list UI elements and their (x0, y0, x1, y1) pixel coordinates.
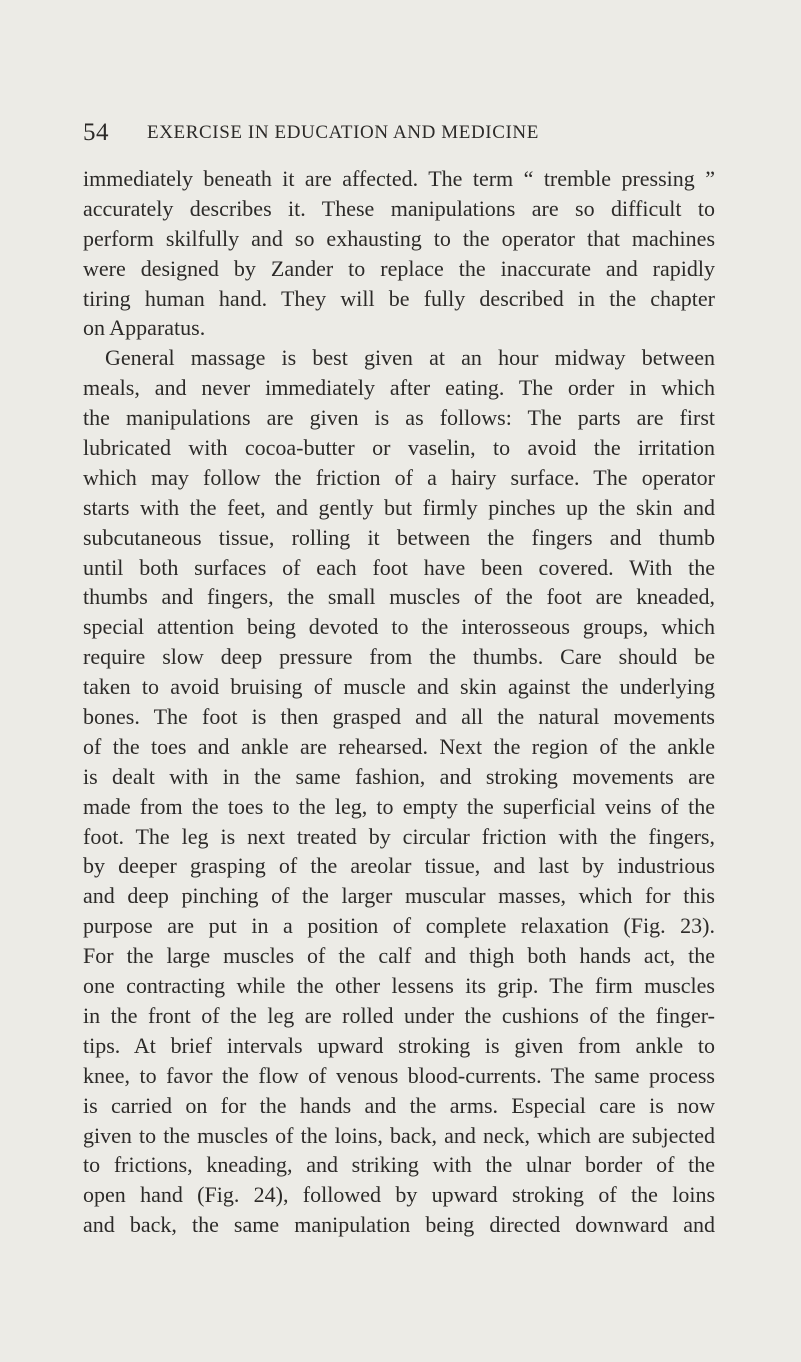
text-line: starts with the feet, and gently but firmly pinches up the skin and (83, 494, 715, 520)
text-line: thumbs and fingers, the small muscles of the foot are kneaded, (83, 584, 715, 610)
text-line: were designed by Zander to replace the inaccurate and rapidly (83, 255, 715, 281)
text-line: subcutaneous tissue, rolling it between the fingers and thumb (83, 524, 715, 550)
page-number: 54 (83, 119, 109, 146)
text-line: is dealt with in the same fashion, and stroking movements are (83, 763, 715, 789)
text-line: purpose are put in a position of complete relaxation (Fig. 23). (83, 913, 715, 939)
paragraph-1 (83, 164, 715, 343)
text-line: by deeper grasping of the areolar tissue, and last by industrious (83, 853, 715, 879)
text-line: which may follow the friction of a hairy surface. The operator (83, 464, 715, 490)
text-line: require slow deep pressure from the thumbs. Care should be (83, 644, 715, 670)
text-line: knee, to favor the flow of venous blood-currents. The same process (83, 1062, 715, 1088)
text-line: one contracting while the other lessens its grip. The firm muscles (83, 973, 715, 999)
text-line: taken to avoid bruising of muscle and skin against the underlying (83, 674, 715, 700)
text-line: lubricated with cocoa-butter or vaselin, to avoid the irritation (83, 435, 715, 461)
text-line: bones. The foot is then grasped and all the natural movements (83, 704, 715, 730)
running-title: EXERCISE IN EDUCATION AND MEDICINE (147, 122, 539, 143)
text-line: accurately describes it. These manipulations are so difficult to (83, 195, 715, 221)
running-head (0, 116, 801, 150)
text-line: tips. At brief intervals upward stroking is given from ankle to (83, 1032, 715, 1058)
text-line: tiring human hand. They will be fully described in the chapter (83, 285, 715, 311)
text-line: the manipulations are given is as follows: The parts are first (83, 405, 715, 431)
text-line: made from the toes to the leg, to empty the superficial veins of the (83, 793, 715, 819)
text-line: given to the muscles of the loins, back, and neck, which are subjected (83, 1122, 715, 1148)
text-line: of the toes and ankle are rehearsed. Next the region of the ankle (83, 733, 715, 759)
text-line: is carried on for the hands and the arms. Especial care is now (83, 1092, 715, 1118)
text-line: foot. The leg is next treated by circular friction with the fingers, (83, 823, 715, 849)
text-line: open hand (Fig. 24), followed by upward stroking of the loins (83, 1182, 715, 1208)
text-line: For the large muscles of the calf and thigh both hands act, the (83, 943, 715, 969)
text-line: and back, the same manipulation being directed downward and (83, 1212, 715, 1238)
text-line: General massage is best given at an hour midway between (105, 345, 715, 371)
text-line: until both surfaces of each foot have been covered. With the (83, 554, 715, 580)
text-line: immediately beneath it are affected. The term “ tremble pressing ” (83, 166, 715, 191)
text-line: meals, and never immediately after eating. The order in which (83, 375, 715, 401)
text-line: special attention being devoted to the interosseous groups, which (83, 614, 715, 640)
text-line: to frictions, kneading, and striking with the ulnar border of the (83, 1152, 715, 1178)
text-line: on Apparatus. (83, 315, 206, 341)
body-text (83, 164, 715, 1240)
text-line: perform skilfully and so exhausting to the operator that machines (83, 225, 715, 251)
text-line: and deep pinching of the larger muscular masses, which for this (83, 883, 715, 909)
paragraph-2 (83, 343, 715, 1240)
text-line: in the front of the leg are rolled under the cushions of the finger- (83, 1002, 715, 1028)
